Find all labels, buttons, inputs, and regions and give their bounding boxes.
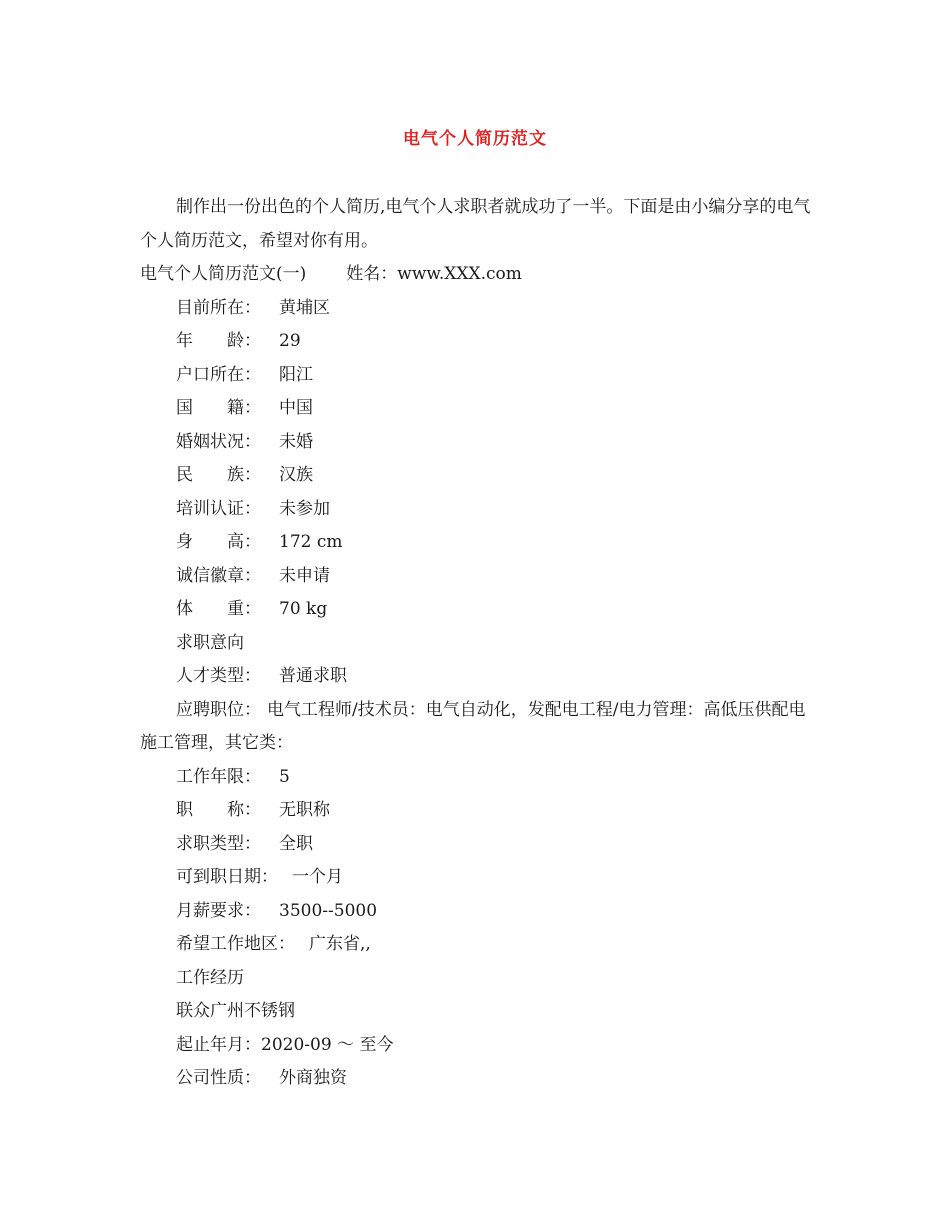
field-row xyxy=(140,459,812,493)
company-type-row xyxy=(140,1062,812,1096)
period-row xyxy=(140,1029,812,1063)
field-label: 目前所在： xyxy=(176,297,261,318)
field-label: 户口所在： xyxy=(176,364,261,385)
field-label: 起止年月： xyxy=(176,1034,261,1055)
field-row xyxy=(140,794,812,828)
field-row xyxy=(140,493,812,527)
field-value: 2020-09 ～ 至今 xyxy=(261,1034,394,1055)
field-label: 国 籍： xyxy=(176,398,261,418)
document-body xyxy=(140,190,812,1096)
field-row xyxy=(140,526,812,560)
field-value: 外商独资 xyxy=(279,1068,347,1088)
field-value: 29 xyxy=(279,331,301,351)
field-row xyxy=(140,761,812,795)
field-value: 电气工程师/技术员：电气自动化，发配电工程/电力管理：高低压供配电施工管理，其它类： xyxy=(140,699,806,753)
field-value: 70 kg xyxy=(279,599,328,619)
field-value: 黄埔区 xyxy=(279,297,330,318)
intro-paragraph: 制作出一份出色的个人简历,电气个人求职者就成功了一半。下面是由小编分享的电气个人简历范文，希望对你有用。 xyxy=(140,197,811,251)
field-row xyxy=(140,928,812,962)
field-row xyxy=(140,593,812,627)
field-value: 全职 xyxy=(279,833,313,854)
field-label: 培训认证： xyxy=(176,498,261,519)
talent-type-row xyxy=(140,660,812,694)
field-row xyxy=(140,325,812,359)
field-label: 婚姻状况： xyxy=(176,431,261,452)
field-row xyxy=(140,426,812,460)
name-value: www.XXX.com xyxy=(397,264,522,284)
field-value: 一个月 xyxy=(292,867,343,887)
field-label: 应聘职位： xyxy=(176,699,261,720)
field-row xyxy=(140,828,812,862)
section-heading: 电气个人简历范文(一) xyxy=(140,264,307,284)
field-label: 职 称： xyxy=(176,800,261,820)
field-label: 人才类型： xyxy=(176,666,261,686)
field-label: 身 高： xyxy=(176,532,261,552)
field-label: 月薪要求： xyxy=(176,900,261,921)
field-row xyxy=(140,560,812,594)
field-row xyxy=(140,895,812,929)
field-value: 未婚 xyxy=(279,431,313,452)
field-row xyxy=(140,292,812,326)
field-label: 希望工作地区： xyxy=(176,934,295,954)
section-heading-line xyxy=(140,258,812,292)
field-value: 阳江 xyxy=(279,364,313,385)
field-label: 民 族： xyxy=(176,465,261,485)
field-row xyxy=(140,861,812,895)
position-row xyxy=(140,694,812,761)
job-intent-heading: 求职意向 xyxy=(176,632,244,653)
field-value: 无职称 xyxy=(279,800,330,820)
field-label: 诚信徽章： xyxy=(176,565,261,586)
field-value: 未参加 xyxy=(279,498,330,519)
company-name: 联众广州不锈钢 xyxy=(176,1001,295,1021)
field-label: 可到职日期： xyxy=(176,867,278,887)
field-value: 广东省,, xyxy=(309,934,371,954)
field-value: 普通求职 xyxy=(279,666,347,686)
field-label: 体 重： xyxy=(176,599,261,619)
field-value: 3500--5000 xyxy=(279,900,378,921)
field-value: 172 cm xyxy=(279,532,343,552)
field-value: 5 xyxy=(279,766,290,787)
field-value: 汉族 xyxy=(279,465,313,485)
field-row xyxy=(140,392,812,426)
field-label: 年 龄： xyxy=(176,331,261,351)
work-history-heading: 工作经历 xyxy=(176,967,244,988)
field-label: 求职类型： xyxy=(176,833,261,854)
field-value: 未申请 xyxy=(279,565,330,586)
document-title: 电气个人简历范文 xyxy=(403,129,547,149)
field-label: 公司性质： xyxy=(176,1068,261,1088)
field-row xyxy=(140,359,812,393)
name-label: 姓名： xyxy=(346,264,398,284)
field-value: 中国 xyxy=(279,398,313,418)
field-label: 工作年限： xyxy=(176,766,261,787)
